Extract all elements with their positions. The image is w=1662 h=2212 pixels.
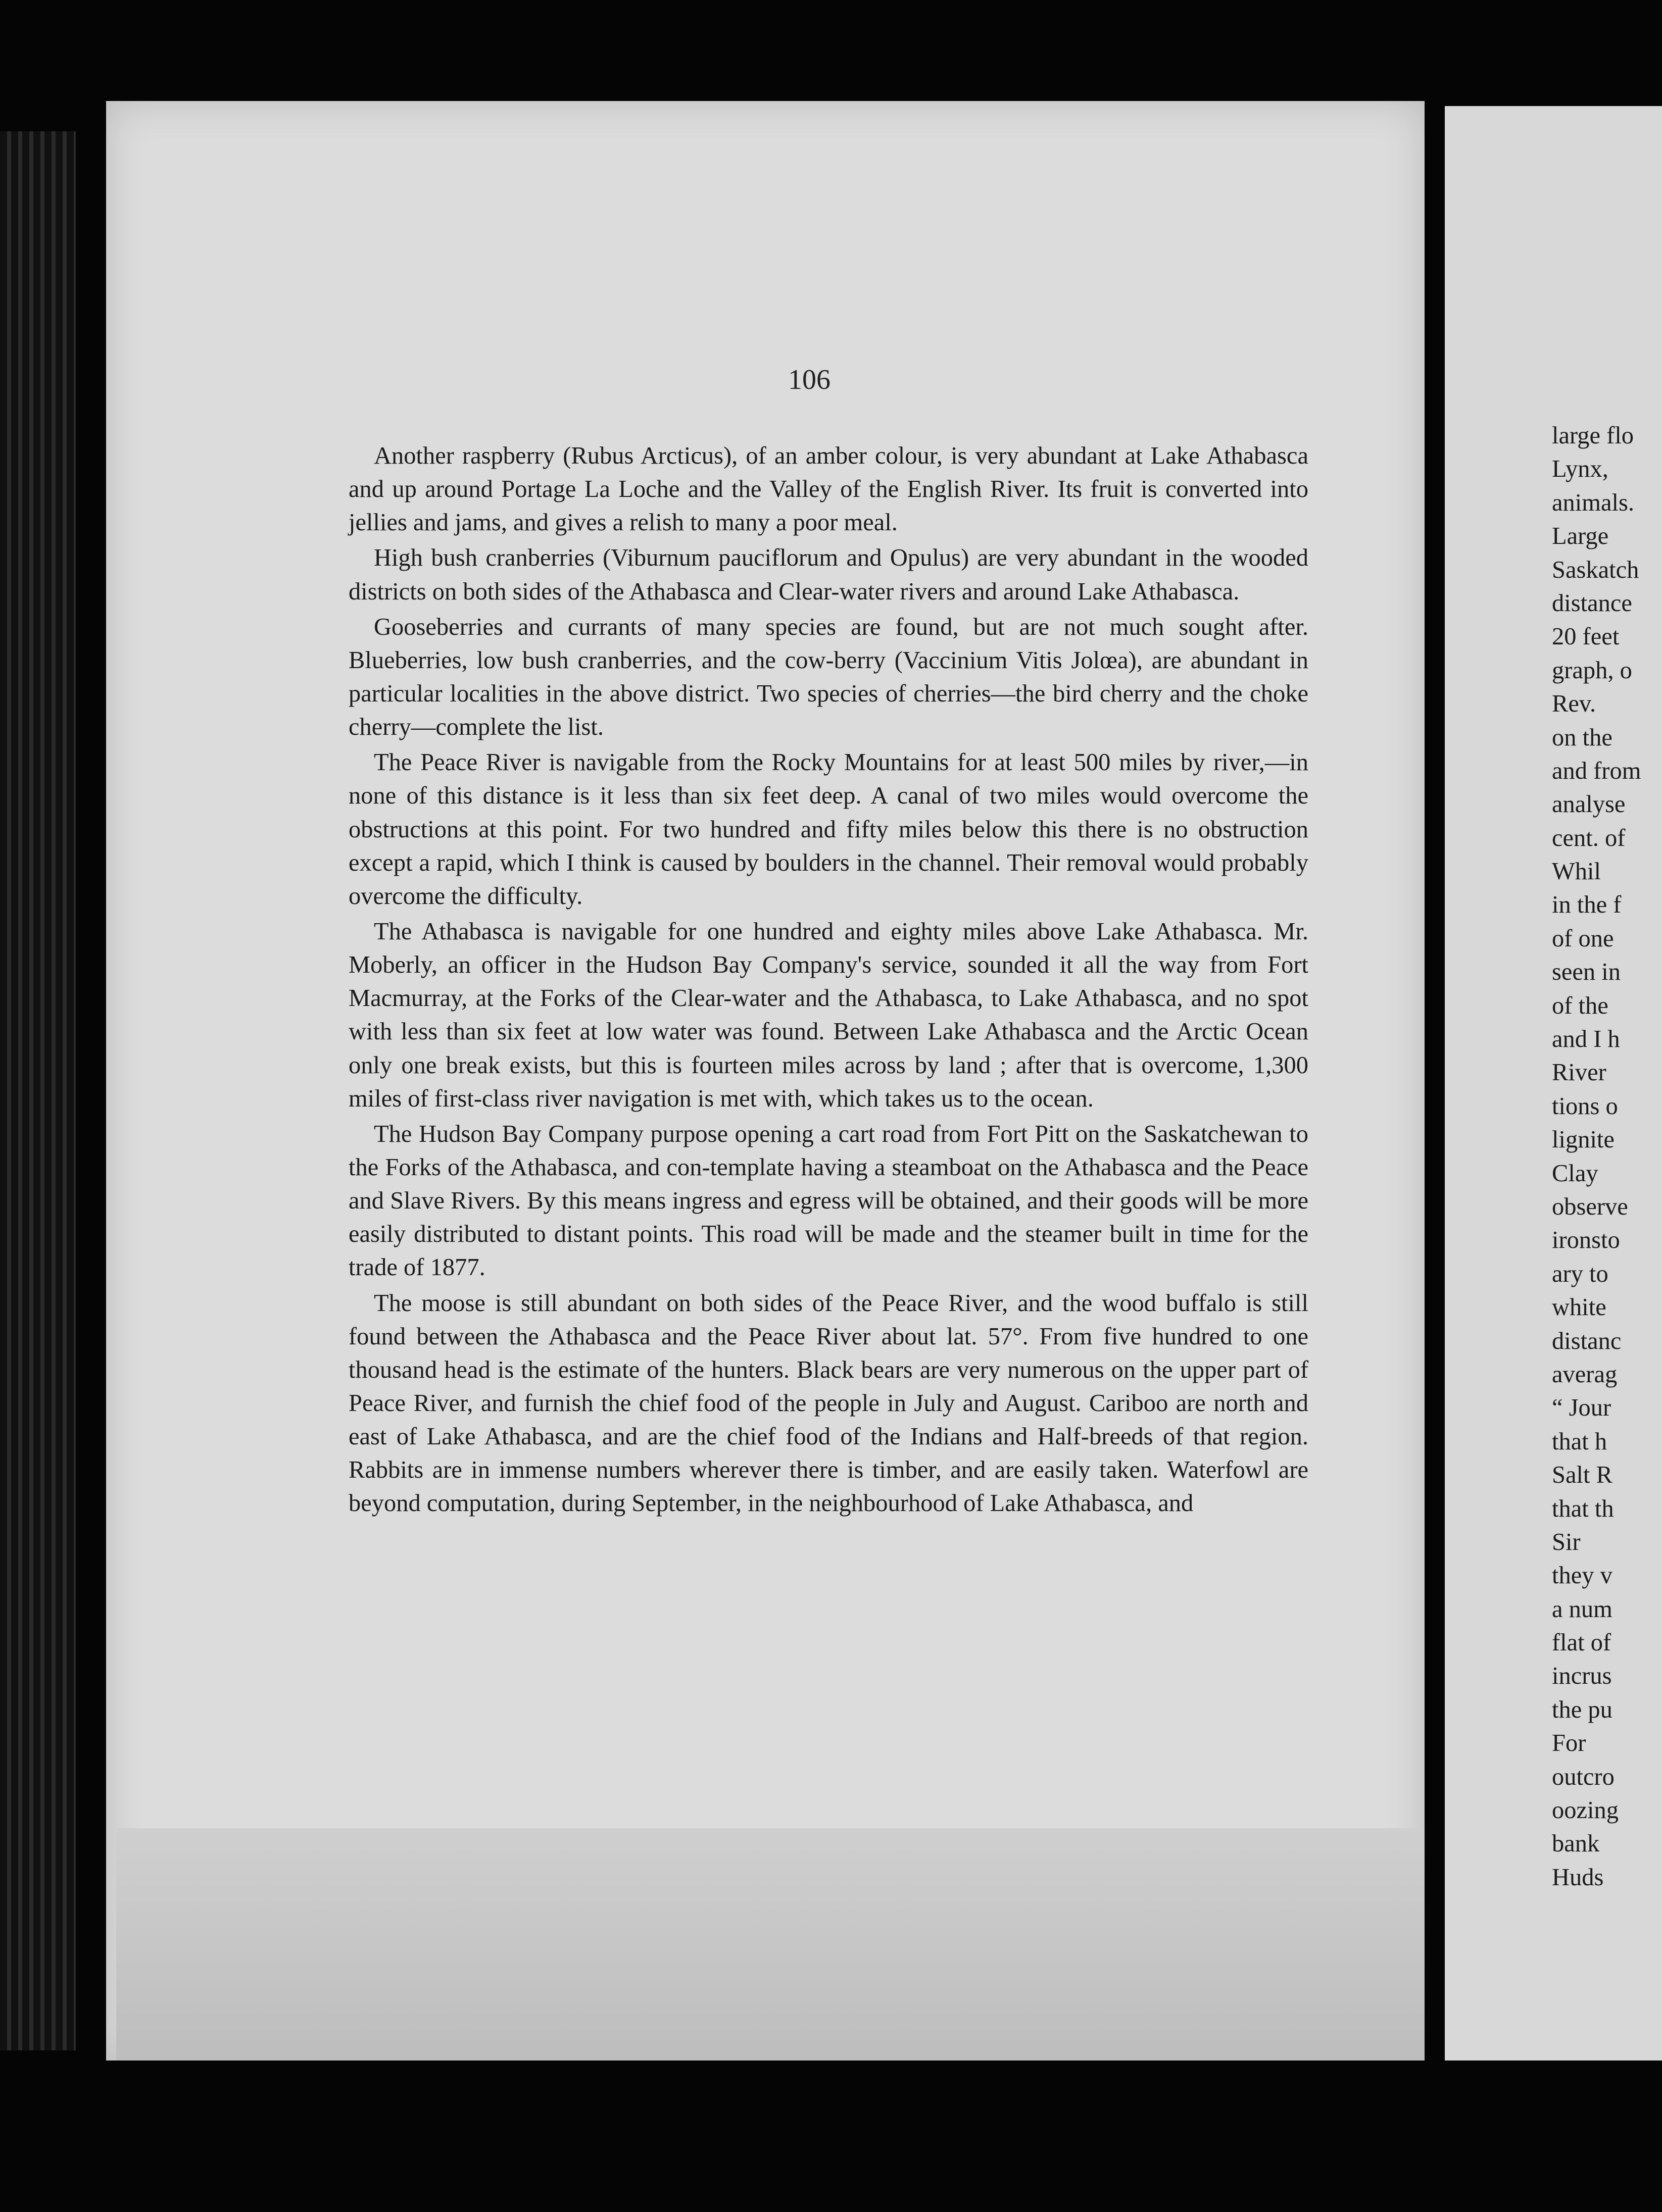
right-page-line: Saskatch — [1552, 556, 1639, 583]
book-binding — [0, 131, 76, 2050]
right-page-line: observe — [1552, 1193, 1628, 1220]
right-page-line: on the — [1552, 724, 1612, 751]
right-page-line: tions o — [1552, 1092, 1618, 1120]
body-text — [349, 439, 1308, 1523]
right-page-line: and from — [1552, 757, 1641, 784]
right-page-line: “ Jour — [1552, 1394, 1611, 1422]
right-page-line: a num — [1552, 1595, 1612, 1623]
right-page-line: distance — [1552, 589, 1632, 617]
right-page-line: animals. — [1552, 489, 1634, 516]
right-page-line: Sir — [1552, 1528, 1581, 1555]
right-page-line: the pu — [1552, 1696, 1612, 1723]
right-page-line: white — [1552, 1294, 1606, 1321]
right-page-line: 20 feet — [1552, 623, 1620, 650]
right-page-line: seen in — [1552, 959, 1621, 986]
paragraph-athabasca: The Athabasca is navigable for one hundred and eighty miles above Lake Athabasca. Mr. Moberly, an officer in the Hudson Bay Company's service, sounded it all the way from Fort Macmurray, at the Forks of the Clear-water and the Athabasca, to Lake Athabasca, and no spot with less than six feet at low water was found. Between Lake Athabasca and the Arctic Ocean only one break exists, but this is fourteen miles across by land ; after that is overcome, 1,300 miles of first-class river navigation is met with, which takes us to the ocean. — [349, 918, 1308, 1112]
paragraph-hudson-bay: The Hudson Bay Company purpose opening a cart road from Fort Pitt on the Saskatchewan to the Forks of the Athabasca, and con-template having a steamboat on the Athabasca and the Peace and Slave Rivers. By this means ingress and egress will be obtained, and their goods will be more easily distributed to distant points. This road will be made and the steamer built in time for the trade of 1877. — [349, 1120, 1308, 1281]
right-page-line: Rev. — [1552, 690, 1596, 718]
right-page-line: of one — [1552, 925, 1614, 952]
paragraph-gooseberries: Gooseberries and currants of many species are found, but are not much sought after. Blueberries, low bush cranberries, and the cow-berry (Vaccinium Vitis Jolœa), are abundant in particular localities in the above district. Two species of cherries—the bird cherry and the choke cherry—complete the list. — [349, 613, 1308, 741]
right-page-line: Huds — [1552, 1864, 1604, 1891]
right-page-line: graph, o — [1552, 657, 1632, 684]
page-edge — [116, 1828, 1425, 2060]
right-page-line: and I h — [1552, 1026, 1620, 1053]
right-page-line: ary to — [1552, 1260, 1608, 1287]
paragraph-raspberry: Another raspberry (Rubus Arcticus), of an amber colour, is very abundant at Lake Athabasca and up around Portage La Loche and the Valley of the English River. Its fruit is converted into jellies and jams, and gives a relish to many a poor meal. — [349, 442, 1308, 536]
right-page-line: that h — [1552, 1428, 1607, 1455]
page-number: 106 — [788, 364, 830, 395]
right-page-line: Large — [1552, 523, 1609, 550]
right-page-line: outcro — [1552, 1763, 1615, 1790]
right-page-line: that th — [1552, 1495, 1614, 1522]
right-page-line: analyse — [1552, 791, 1626, 818]
paragraph-wildlife: The moose is still abundant on both sides of the Peace River, and the wood buffalo is still found between the Athabasca and the Peace River about lat. 57°. From five hundred to one thousand head is the estimate of the hunters. Black bears are very numerous on the upper part of Peace River, and furnish the chief food of the people in July and August. Cariboo are north and east of Lake Athabasca, and are the chief food of the Indians and Half-breeds of that region. Rabbits are in immense numbers wherever there is timber, and are easily taken. Waterfowl are beyond computation, during September, in the neighbourhood of Lake Athabasca, and — [349, 1289, 1308, 1517]
right-page-line: cent. of — [1552, 824, 1626, 851]
paragraph-peace-river: The Peace River is navigable from the Rocky Mountains for at least 500 miles by river,—in none of this distance is it less than six feet deep. A canal of two miles would overcome the obstructions at this point. For two hundred and fifty miles below this there is no obstruction except a rapid, which I think is caused by boulders in the channel. Their removal would probably overcome the difficulty. — [349, 749, 1308, 910]
right-page-text — [1552, 419, 1662, 1894]
right-page-line: incrus — [1552, 1663, 1612, 1690]
right-page-line: they v — [1552, 1562, 1612, 1589]
right-page-line: averag — [1552, 1361, 1618, 1388]
right-page-line: River — [1552, 1059, 1606, 1086]
paragraph-cranberries: High bush cranberries (Viburnum pauciflorum and Opulus) are very abundant in the wooded districts on both sides of the Athabasca and Clear-water rivers and around Lake Athabasca. — [349, 544, 1308, 605]
right-page-line: Whil — [1552, 858, 1601, 885]
right-page-line: bank — [1552, 1830, 1600, 1857]
right-page-line: large flo — [1552, 422, 1634, 449]
right-page-line: oozing — [1552, 1797, 1619, 1824]
right-page-line: For — [1552, 1730, 1586, 1757]
right-page-line: Lynx, — [1552, 456, 1608, 483]
right-page-line: Salt R — [1552, 1462, 1612, 1489]
right-page-line: Clay — [1552, 1160, 1598, 1187]
right-page-line: distanc — [1552, 1327, 1622, 1354]
right-page-line: flat of — [1552, 1629, 1611, 1656]
right-page-line: lignite — [1552, 1126, 1615, 1153]
right-page-line: of the — [1552, 992, 1608, 1019]
right-page-line: in the f — [1552, 891, 1622, 919]
right-page-line: ironsto — [1552, 1227, 1620, 1254]
